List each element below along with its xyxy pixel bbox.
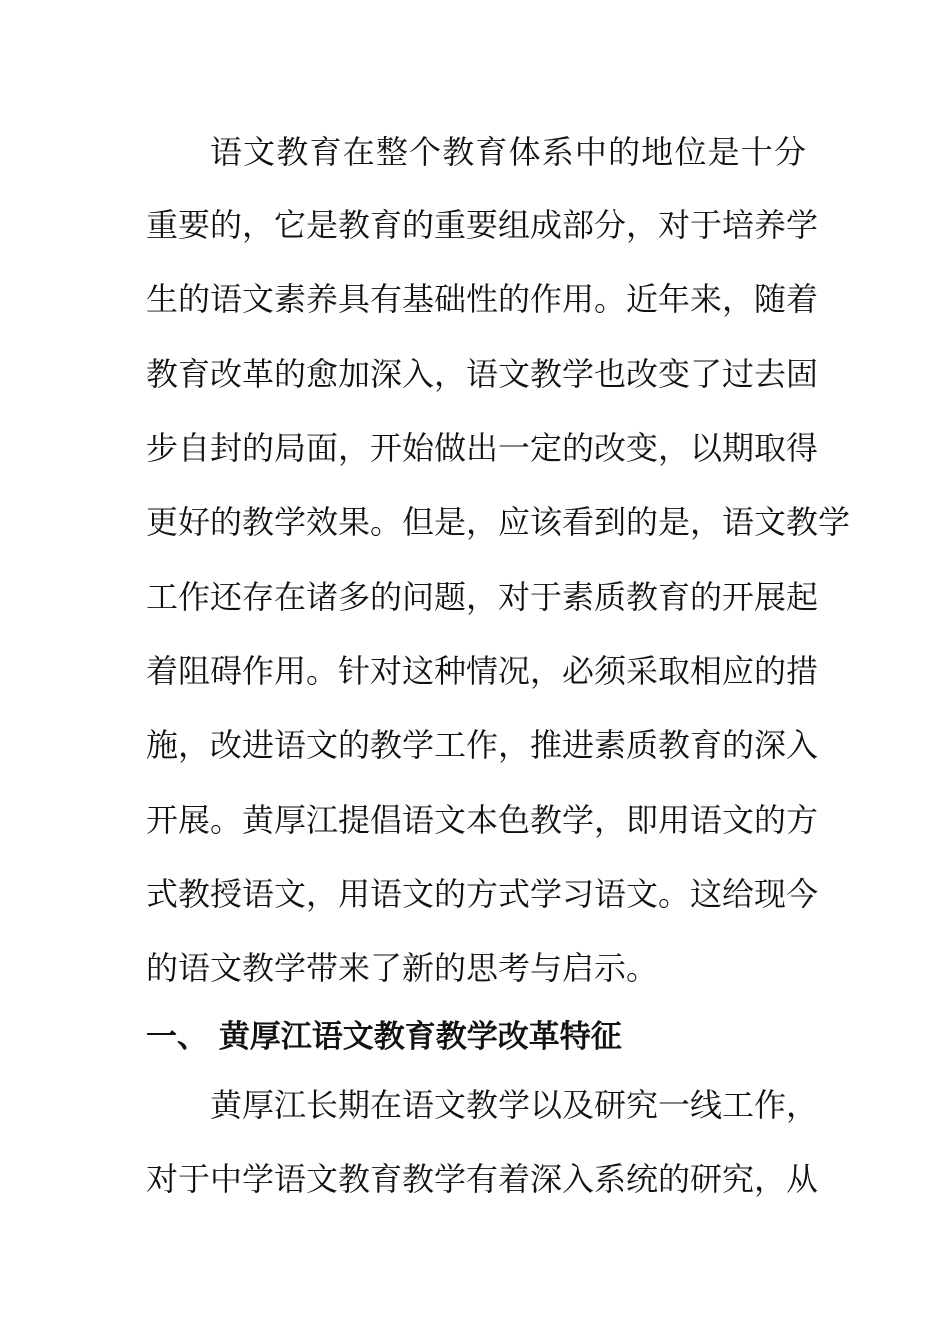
paragraph-line: 黄厚江长期在语文教学以及研究一线工作， [210, 1086, 819, 1124]
paragraph-line: 更好的教学效果。但是，应该看到的是，语文教学 [146, 503, 851, 541]
paragraph-line: 式教授语文，用语文的方式学习语文。这给现今 [146, 875, 819, 913]
paragraph-line: 生的语文素养具有基础性的作用。近年来，随着 [146, 280, 819, 318]
paragraph-line: 工作还存在诸多的问题，对于素质教育的开展起 [146, 578, 819, 616]
paragraph-line: 开展。黄厚江提倡语文本色教学，即用语文的方 [146, 801, 819, 839]
paragraph-line: 重要的，它是教育的重要组成部分，对于培养学 [146, 206, 819, 244]
paragraph-line: 施，改进语文的教学工作，推进素质教育的深入 [146, 726, 819, 764]
paragraph-line: 的语文教学带来了新的思考与启示。 [146, 949, 659, 987]
paragraph-line: 语文教育在整个教育体系中的地位是十分 [210, 133, 806, 171]
paragraph-line: 着阻碍作用。针对这种情况，必须采取相应的措 [146, 652, 819, 690]
section-heading: 一、 黄厚江语文教育教学改革特征 [146, 1019, 622, 1055]
paragraph-line: 对于中学语文教育教学有着深入系统的研究，从 [146, 1160, 819, 1198]
paragraph-line: 教育改革的愈加深入，语文教学也改变了过去固 [146, 355, 819, 393]
paragraph-line: 步自封的局面，开始做出一定的改变，以期取得 [146, 429, 819, 467]
